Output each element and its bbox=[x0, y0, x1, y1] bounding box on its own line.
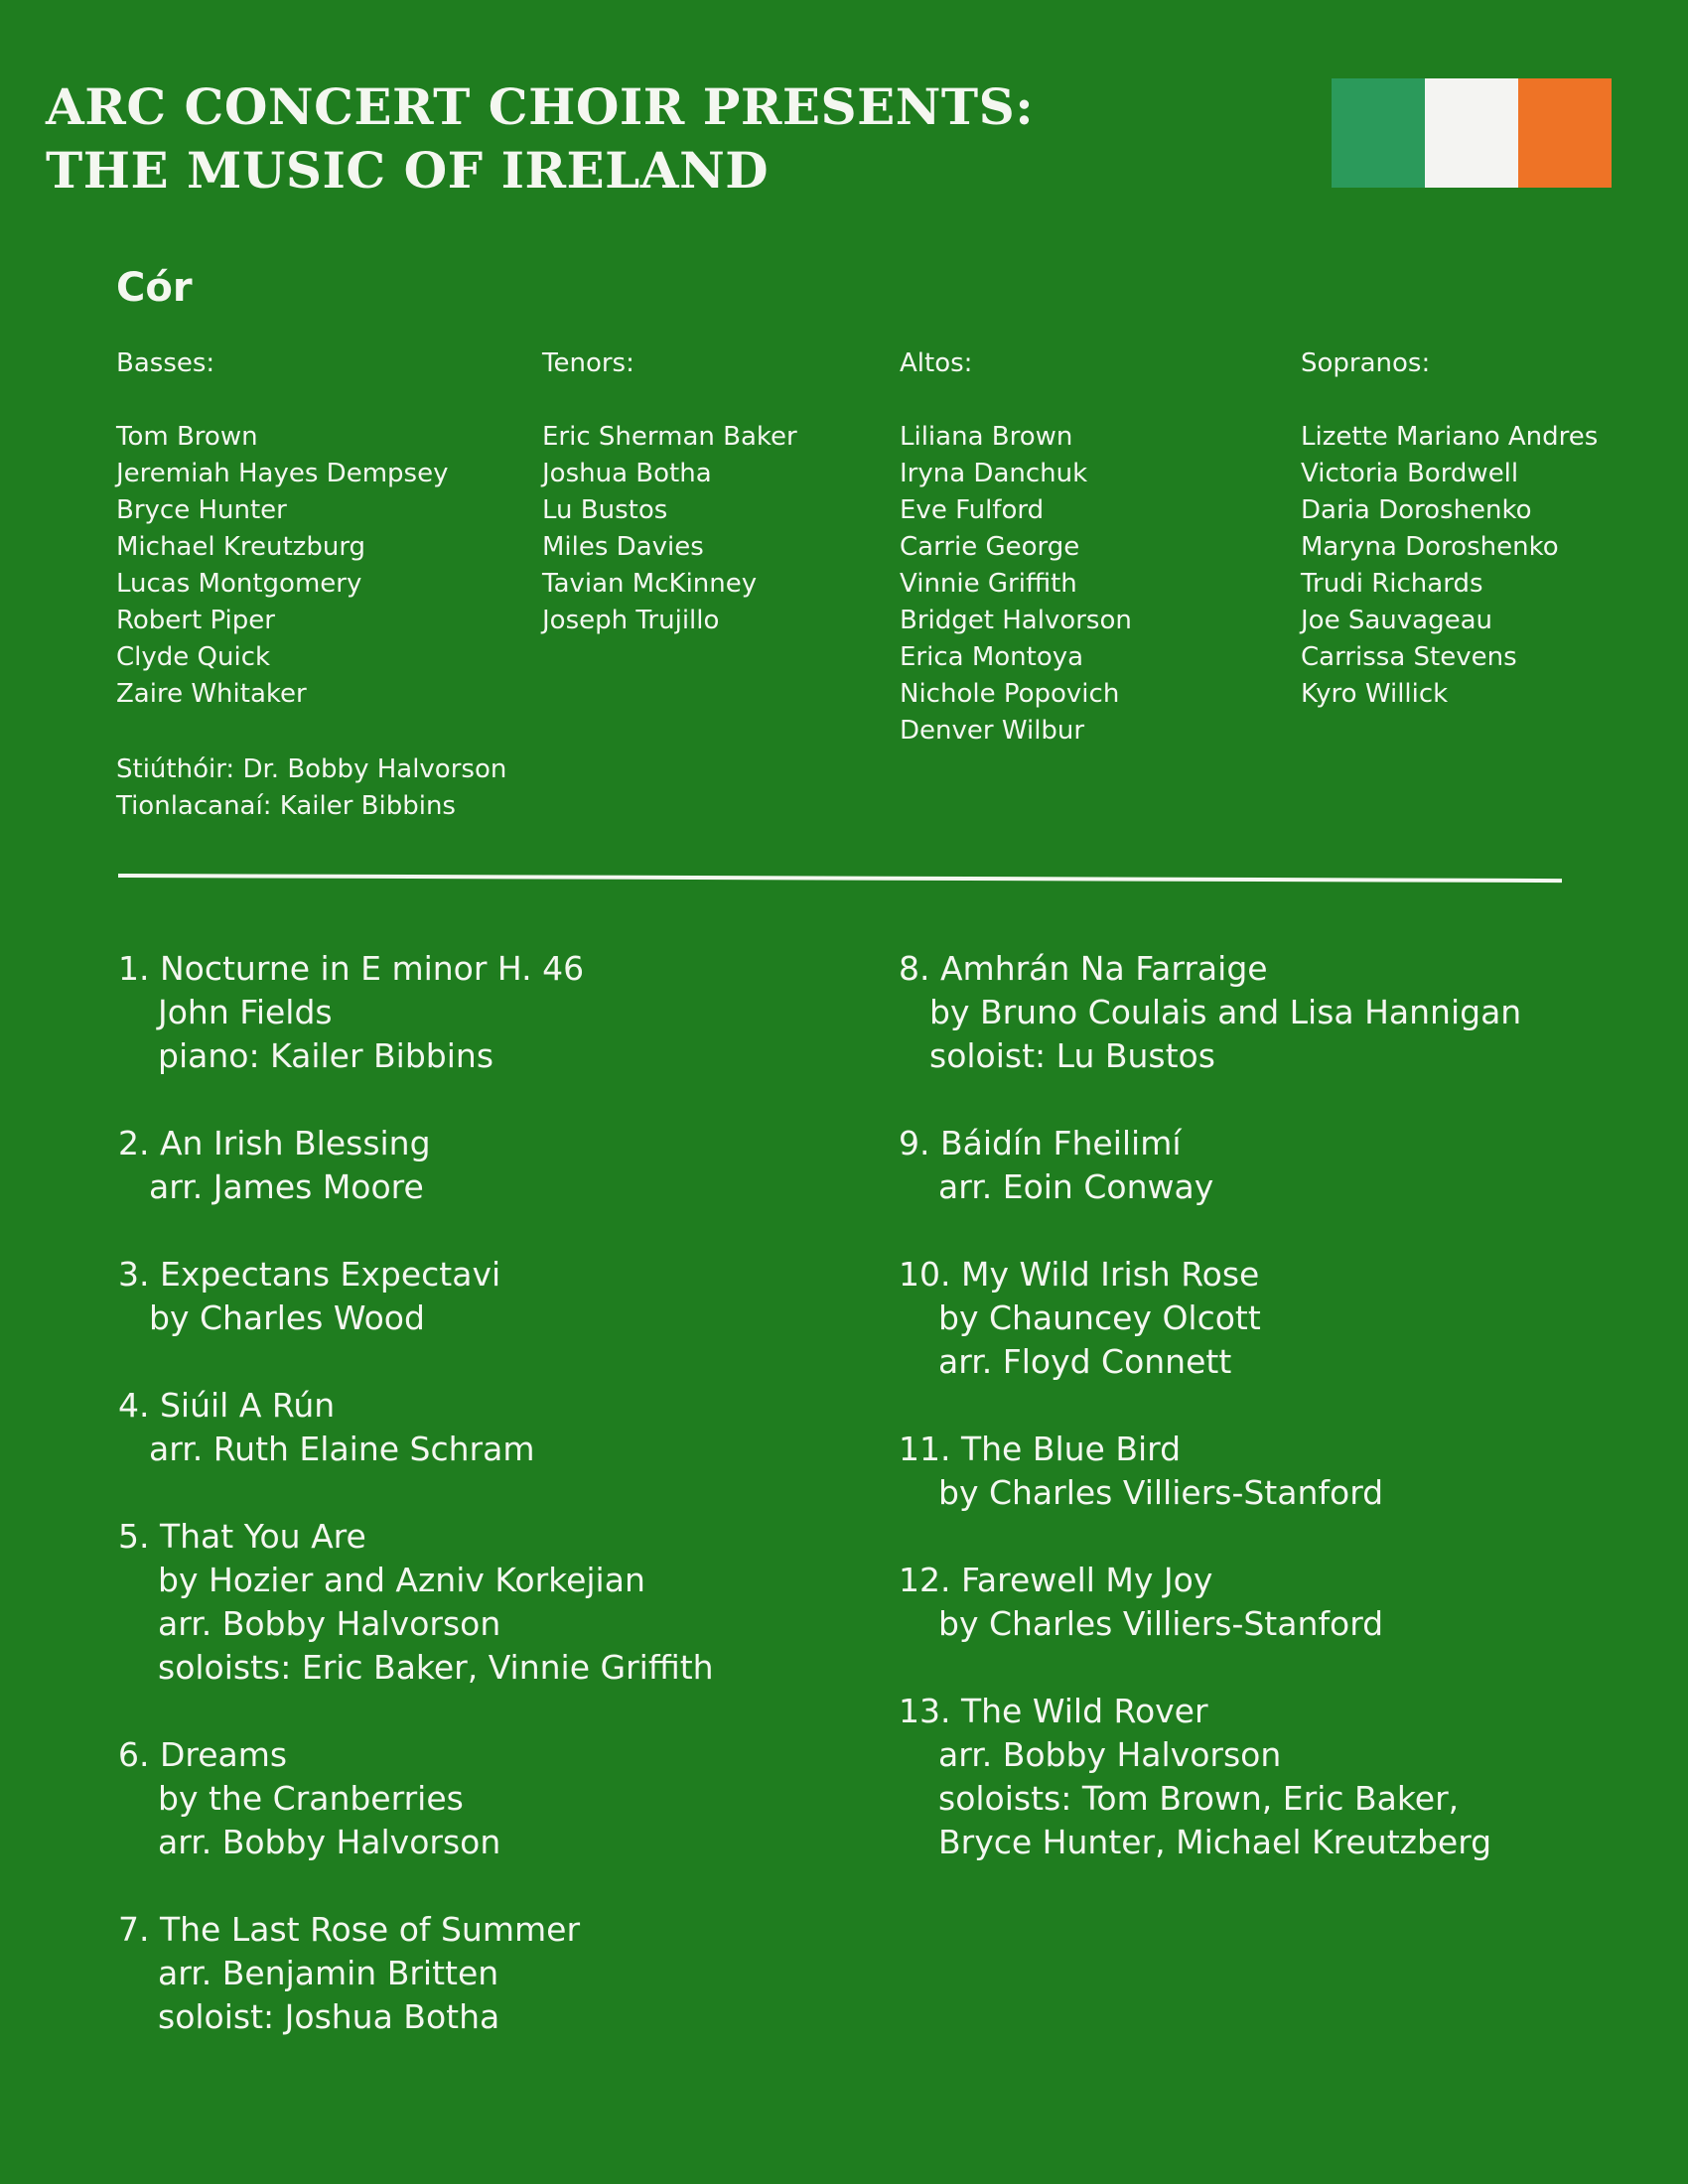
member-name: Tavian McKinney bbox=[542, 569, 758, 599]
member-name: Joshua Botha bbox=[542, 459, 712, 488]
sopranos-column bbox=[1301, 345, 1598, 713]
tenors-label: Tenors: bbox=[542, 348, 634, 378]
program-item-title: 11. The Blue Bird bbox=[899, 1430, 1182, 1468]
member-name: Robert Piper bbox=[116, 606, 275, 635]
member-name: Eric Sherman Baker bbox=[542, 422, 797, 452]
program-item bbox=[899, 947, 1521, 1078]
altos-list bbox=[900, 419, 1132, 750]
page-title bbox=[46, 75, 1034, 203]
accompanist-credit: Tionlacanaí: Kailer Bibbins bbox=[116, 791, 456, 821]
program-item-detail: by Bruno Coulais and Lisa Hannigan bbox=[929, 993, 1522, 1031]
member-name: Denver Wilbur bbox=[900, 716, 1085, 746]
program-item-title: 4. Siúil A Rún bbox=[118, 1386, 336, 1425]
member-name: Michael Kreutzburg bbox=[116, 532, 366, 562]
member-name: Trudi Richards bbox=[1301, 569, 1483, 599]
member-name: Vinnie Griffith bbox=[900, 569, 1077, 599]
program-item-title: 6. Dreams bbox=[118, 1735, 288, 1774]
member-name: Maryna Doroshenko bbox=[1301, 532, 1559, 562]
member-name: Tom Brown bbox=[116, 422, 258, 452]
member-name: Zaire Whitaker bbox=[116, 679, 307, 709]
irish-flag-icon bbox=[1332, 78, 1612, 188]
program-item-title: 7. The Last Rose of Summer bbox=[118, 1910, 581, 1949]
tenors-column bbox=[542, 345, 797, 639]
program-item-detail: by Hozier and Azniv Korkejian bbox=[158, 1561, 645, 1599]
member-name: Joseph Trujillo bbox=[542, 606, 720, 635]
member-name: Clyde Quick bbox=[116, 642, 271, 672]
program-item bbox=[899, 1690, 1521, 1864]
member-name: Lucas Montgomery bbox=[116, 569, 362, 599]
program-item-detail: soloists: Eric Baker, Vinnie Griffith bbox=[158, 1648, 714, 1687]
member-name: Joe Sauvageau bbox=[1301, 606, 1492, 635]
member-name: Nichole Popovich bbox=[900, 679, 1120, 709]
program-item bbox=[118, 1733, 714, 1864]
program-right-column bbox=[899, 947, 1521, 1908]
program-item-detail: by the Cranberries bbox=[158, 1779, 464, 1818]
altos-label: Altos: bbox=[900, 348, 973, 378]
member-name: Daria Doroshenko bbox=[1301, 495, 1532, 525]
program-item-title: 1. Nocturne in E minor H. 46 bbox=[118, 949, 585, 988]
choir-credits bbox=[116, 751, 506, 825]
program-item-detail: arr. Floyd Connett bbox=[938, 1342, 1232, 1381]
program-item-title: 13. The Wild Rover bbox=[899, 1692, 1208, 1730]
section-divider bbox=[118, 874, 1562, 883]
program-item bbox=[899, 1253, 1521, 1384]
sopranos-label: Sopranos: bbox=[1301, 348, 1431, 378]
program-item-detail: by Charles Wood bbox=[149, 1298, 425, 1337]
program-item bbox=[899, 1122, 1521, 1209]
program-item-title: 8. Amhrán Na Farraige bbox=[899, 949, 1268, 988]
member-name: Carrissa Stevens bbox=[1301, 642, 1517, 672]
program-item-detail: arr. James Moore bbox=[149, 1167, 424, 1206]
program-item bbox=[118, 1122, 714, 1209]
program-item bbox=[899, 1559, 1521, 1646]
member-name: Lizette Mariano Andres bbox=[1301, 422, 1599, 452]
program-item-detail: by Chauncey Olcott bbox=[938, 1298, 1261, 1337]
member-name: Erica Montoya bbox=[900, 642, 1084, 672]
member-name: Liliana Brown bbox=[900, 422, 1073, 452]
program-item bbox=[118, 947, 714, 1078]
member-name: Bridget Halvorson bbox=[900, 606, 1132, 635]
program-item-detail: by Charles Villiers-Stanford bbox=[938, 1473, 1384, 1512]
program-item-detail: arr. Ruth Elaine Schram bbox=[149, 1430, 535, 1468]
title-line-2: THE MUSIC OF IRELAND bbox=[46, 141, 770, 200]
director-credit: Stiúthóir: Dr. Bobby Halvorson bbox=[116, 754, 507, 784]
altos-column bbox=[900, 345, 1132, 750]
program-item-detail: arr. Bobby Halvorson bbox=[158, 1823, 501, 1861]
program-item bbox=[899, 1428, 1521, 1515]
title-line-1: ARC CONCERT CHOIR PRESENTS: bbox=[46, 77, 1035, 136]
program-item-detail: arr. Eoin Conway bbox=[938, 1167, 1214, 1206]
program-item-detail: by Charles Villiers-Stanford bbox=[938, 1604, 1384, 1643]
program-item bbox=[118, 1384, 714, 1471]
member-name: Lu Bustos bbox=[542, 495, 668, 525]
program-item-title: 9. Báidín Fheilimí bbox=[899, 1124, 1182, 1162]
program-item-detail: soloist: Joshua Botha bbox=[158, 1997, 500, 2036]
flag-white-stripe bbox=[1425, 78, 1518, 188]
program-item-detail: arr. Bobby Halvorson bbox=[938, 1735, 1282, 1774]
member-name: Kyro Willick bbox=[1301, 679, 1449, 709]
program-item-detail: John Fields bbox=[158, 993, 333, 1031]
program-item-detail: soloist: Lu Bustos bbox=[929, 1036, 1215, 1075]
program-item bbox=[118, 1515, 714, 1690]
basses-label: Basses: bbox=[116, 348, 215, 378]
basses-column bbox=[116, 345, 448, 713]
member-name: Miles Davies bbox=[542, 532, 704, 562]
basses-list bbox=[116, 419, 448, 713]
program-item-detail: arr. Benjamin Britten bbox=[158, 1954, 499, 1992]
sopranos-list bbox=[1301, 419, 1598, 713]
program-item-title: 10. My Wild Irish Rose bbox=[899, 1255, 1260, 1294]
program-item-detail: arr. Bobby Halvorson bbox=[158, 1604, 501, 1643]
member-name: Jeremiah Hayes Dempsey bbox=[116, 459, 449, 488]
program-item-detail: piano: Kailer Bibbins bbox=[158, 1036, 494, 1075]
program-item-title: 12. Farewell My Joy bbox=[899, 1561, 1213, 1599]
program-item-detail: Bryce Hunter, Michael Kreutzberg bbox=[938, 1823, 1492, 1861]
program-item-title: 3. Expectans Expectavi bbox=[118, 1255, 501, 1294]
member-name: Eve Fulford bbox=[900, 495, 1045, 525]
tenors-list bbox=[542, 419, 797, 639]
program-left-column bbox=[118, 947, 714, 2083]
program-item bbox=[118, 1253, 714, 1340]
flag-green-stripe bbox=[1332, 78, 1425, 188]
member-name: Victoria Bordwell bbox=[1301, 459, 1519, 488]
member-name: Iryna Danchuk bbox=[900, 459, 1088, 488]
program-item-detail: soloists: Tom Brown, Eric Baker, bbox=[938, 1779, 1460, 1818]
member-name: Carrie George bbox=[900, 532, 1080, 562]
program-item-title: 5. That You Are bbox=[118, 1517, 366, 1556]
program-item-title: 2. An Irish Blessing bbox=[118, 1124, 431, 1162]
flag-orange-stripe bbox=[1518, 78, 1612, 188]
choir-heading: Cór bbox=[116, 265, 193, 311]
program-item bbox=[118, 1908, 714, 2039]
member-name: Bryce Hunter bbox=[116, 495, 287, 525]
